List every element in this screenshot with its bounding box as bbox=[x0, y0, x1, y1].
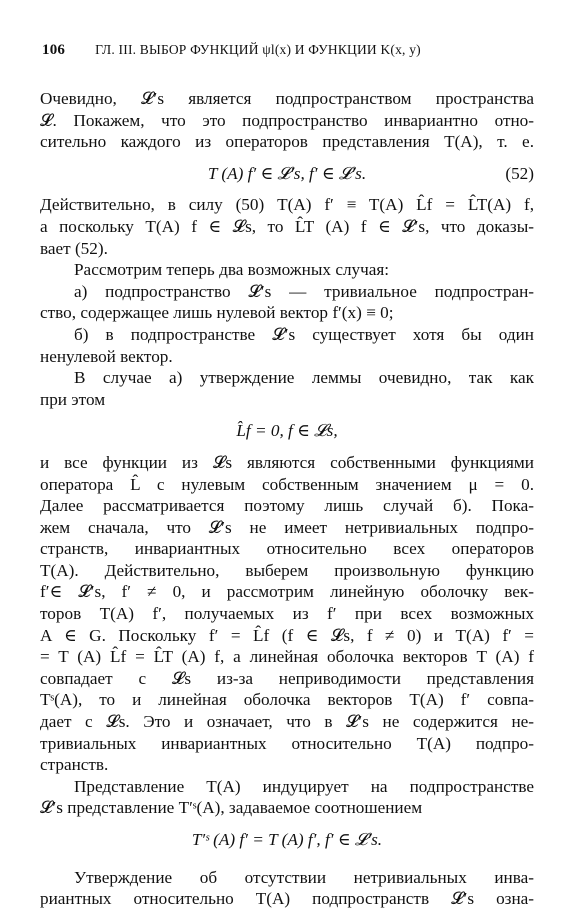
text-line: б) в подпространстве 𝓛′s существует хотя бы один bbox=[74, 324, 534, 344]
equation-display: T′ˢ (A) f′ = T (A) f′, f′ ∈ 𝓛′s. bbox=[191, 830, 383, 849]
equation-number: (52) bbox=[505, 163, 534, 183]
text-line: а поскольку T(A) f ∈ 𝓛s, то L̂T (A) f ∈ 𝓛′s, что доказы- bbox=[40, 216, 534, 236]
text-line: Очевидно, 𝓛′s является подпространством пространства bbox=[40, 89, 534, 108]
text-line: риантных относительно T(A) подпространств 𝓛′s озна- bbox=[40, 889, 534, 909]
text-line: дает с 𝓛s. Это и означает, что в 𝓛′s не содержится не- bbox=[40, 712, 534, 732]
text-line: A ∈ G. Поскольку f′ = L̂f (f ∈ 𝓛s, f ≠ 0) и T(A) f′ = bbox=[40, 625, 534, 645]
text-line: и все функции из 𝓛s являются собственными функциями bbox=[40, 452, 534, 472]
text-line: сительно каждого из операторов представления T(A), т. е. bbox=[40, 132, 534, 152]
text-line: жем сначала, что 𝓛′s не имеет нетривиальных подпро- bbox=[40, 517, 534, 537]
text-line: ство, содержащее лишь нулевой вектор f′(x) ≡ 0; bbox=[40, 303, 394, 323]
text-line: странств, инвариантных относительно всех операторов bbox=[40, 539, 534, 559]
text-line: оператора L̂ с нулевым собственным значением μ = 0. bbox=[40, 474, 534, 494]
text-line: совпадает с 𝓛s из-за неприводимости представления bbox=[40, 668, 534, 688]
text-line: Tˢ(A), то и линейная оболочка векторов T(A) f′ совпа- bbox=[40, 690, 534, 710]
text-line: В случае а) утверждение леммы очевидно, так как bbox=[74, 368, 534, 388]
text-line: f′∈ 𝓛′s, f′ ≠ 0, и рассмотрим линейную оболочку век- bbox=[40, 582, 534, 602]
text-line: вает (52). bbox=[40, 238, 108, 258]
text-line: Рассмотрим теперь два возможных случая: bbox=[74, 260, 390, 280]
text-line: T(A). Действительно, выберем произвольную функцию bbox=[40, 560, 534, 580]
text-line: Представление T(A) индуцирует на подпространстве bbox=[74, 776, 534, 796]
equation-display: L̂f = 0, f ∈ 𝓛s, bbox=[236, 421, 338, 441]
text-line: ненулевой вектор. bbox=[40, 346, 173, 366]
equation-text: T (A) f′ ∈ 𝓛′s, f′ ∈ 𝓛′s. bbox=[207, 163, 367, 183]
text-line: при этом bbox=[40, 389, 106, 409]
text-line: торов T(A) f′, получаемых из f′ при всех возможных bbox=[40, 604, 534, 624]
text-line: 𝓛′s представление T′ˢ(A), задаваемое соотношением bbox=[40, 798, 423, 818]
text-line: тривиальных инвариантных относительно T(A) подпро- bbox=[40, 733, 534, 753]
text-line: 𝓛. Покажем, что это подпространство инвариантно отно- bbox=[40, 110, 534, 130]
running-title: ГЛ. III. ВЫБОР ФУНКЦИЙ ψl(x) И ФУНКЦИИ K(x, y) bbox=[95, 42, 421, 57]
text-line: Утверждение об отсутствии нетривиальных инва- bbox=[74, 867, 534, 887]
page-number: 106 bbox=[42, 42, 66, 58]
text-line: Действительно, в силу (50) T(A) f′ ≡ T(A) L̂f = L̂T(A) f, bbox=[40, 195, 534, 215]
page-body bbox=[40, 88, 534, 910]
equation-52 bbox=[40, 163, 534, 185]
text-line: а) подпространство 𝓛′s — тривиальное подпростран- bbox=[74, 281, 534, 301]
text-line: странств. bbox=[40, 755, 109, 775]
page-header bbox=[42, 42, 542, 59]
text-line: = T (A) L̂f = L̂T (A) f, а линейная оболочка векторов T (A) f bbox=[40, 647, 534, 667]
text-line: Далее рассматривается поэтому лишь случай б). Пока- bbox=[40, 496, 534, 516]
